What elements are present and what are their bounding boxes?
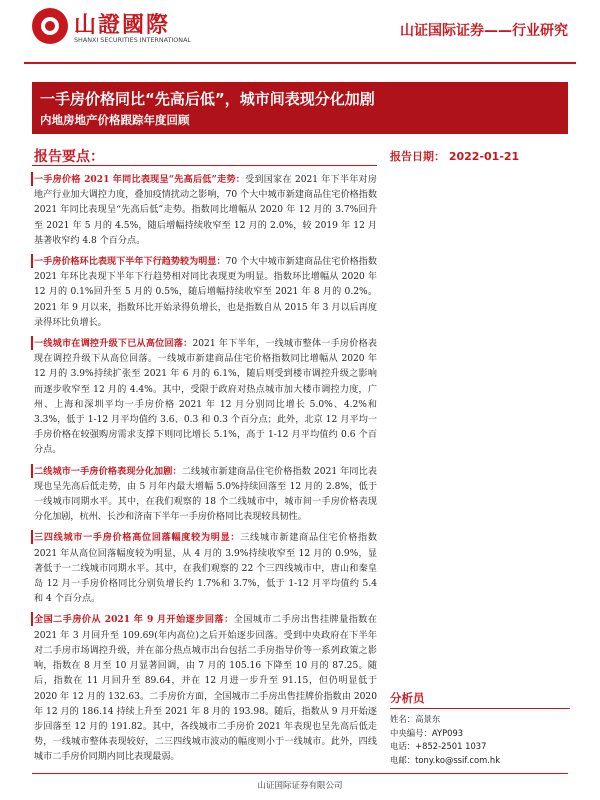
logo-english-name: SHANXI SECURITIES INTERNATIONAL	[74, 36, 192, 44]
paragraph-highlight: 全国二手房价从 2021 年 9 月开始逐步回落：	[34, 614, 234, 626]
paragraph-marker	[31, 172, 33, 186]
summary-paragraph	[34, 172, 377, 249]
analyst-phone: 电话：+852-2501 1037	[390, 741, 487, 752]
paragraph-text: 全国城市二手房出售挂牌量指数在 2021 年 3 月回升至 109.69(年内高位)之后开始逐步回落。受到中央政府在下半年对二手房市场调控升级，并在部分热点城市出台包括二手房指导价等一系列政策之影响，指数在 8 月至 10 月显著回调，由 7 月的 105.16 下降至 10 月的 87.25。随后，指数在 11 月回升至 89.64，并在 12 月进一步升至 91.15，但仍明显低于 2020 年 12 月的 132.63。二手房价方面，全国城市二手房出售挂牌价指数由 2020 年 12 月的 186.14 持续上升至 2021 年 8 月的 193.98。随后，指数从 9 月开始逐步回落至 12 月的 191.82。其中，各线城市二手房价 2021 年表现也呈先高后低走势，一线城市整体表现较好，二三四线城市波动的幅度则小于一线城市。此外，四线城市二手房价同期内同比表现最弱。	[34, 615, 377, 763]
summary-divider	[32, 165, 377, 166]
paragraph-marker	[31, 464, 33, 478]
report-subtitle: 内地房地产价格跟踪年度回顾	[40, 113, 190, 127]
paragraph-text: 三线城市新建商品住宅价格指数 2021 年从高位回落幅度较为明显，从 4 月的 3.9%持续收窄至 12 月的 0.9%，显著低于一二线城市同期水平。其中，在我们观察的 22 个三四线城市中，唐山和秦皇岛 12 月一手房价格同比分别负增长约 1.7%和 3.7%，低于 1-12 月平均值约 5.4 和 4 个百分点。	[34, 533, 377, 605]
summary-paragraph	[34, 530, 377, 607]
paragraph-marker	[31, 336, 33, 350]
paragraph-highlight: 一手房价格 2021 年同比表现呈“先高后低”走势：	[34, 174, 246, 185]
paragraph-text: 2021 年下半年，一线城市整体一手房价格表现在调控升级下从高位回落。一线城市新建商品住宅价格指数同比增幅从 2020 年 12 月的 3.9%持续扩张至 2021 年 6 月的 6.1%，随后则受到楼市调控升级之影响而逐步收窄至 12 月的 4.4%。其中，受限于政府对热点城市加大楼市调控力度，广州、上海和深圳平均一手房价格 2021 年 12 月分别同比增长 5.0%、4.2%和 3.3%，低于 1-12 月平均值约 3.6、0.3 和 0.3 个百分点；此外，北京 12 月平均一手房价格在较强购房需求支撑下则同比增长 5.1%，高于 1-12 月平均值约 0.6 个百分点。	[34, 339, 377, 456]
analyst-name: 姓名：高景东	[390, 714, 441, 724]
report-date: 报告日期： 2022-01-21	[390, 150, 520, 163]
summary-paragraph	[34, 336, 377, 459]
paragraph-text: 70 个大中城市新建商品住宅价格指数 2021 年环比表现下半年下行趋势相对同比表现更为明显。指数环比增幅从 2020 年 12 月的 0.1%回升至 5 月的 0.5%，随后增幅持续收窄至 2021 年 8 月的 0.2%。2021 年 9 月以来，指数环比开始录得负增长，也是指数自从 2015 年 3 月以后再度录得环比负增长。	[34, 257, 377, 328]
logo-emblem-icon	[32, 8, 68, 44]
summary-paragraph	[34, 612, 377, 765]
paragraph-highlight: 二线城市一手房价格表现分化加剧：	[34, 465, 182, 477]
header-divider	[24, 62, 576, 64]
paragraph-marker	[31, 254, 33, 268]
paragraph-text: 受到国家在 2021 年下半年对房地产行业加大调控力度，叠加疫情扰动之影响，70 个大中城市新建商品住宅价格指数 2021 年同比表现呈“先高后低”走势。指数同比增幅从 2020 年 12 月的 3.7%回升至 2021 年 5 月的 4.5%，随后增幅持续收窄至 12 月的 2.0%，较 2019 年 12 月基著收窄约 4.8 个百分点。	[34, 175, 377, 246]
title-banner	[32, 82, 568, 134]
paragraph-marker	[31, 612, 33, 626]
summary-heading: 报告要点：	[34, 149, 104, 165]
paragraph-highlight: 一线城市在调控升级下已从高位回落：	[34, 338, 193, 350]
summary-body	[34, 172, 377, 771]
analyst-box	[390, 690, 570, 767]
analyst-heading: 分析员	[390, 690, 570, 709]
paragraph-highlight: 一手房价格环比表现下半年下行趋势较为明显：	[34, 256, 226, 268]
summary-paragraph	[34, 464, 377, 526]
summary-paragraph	[34, 254, 377, 331]
analyst-ce-number: 中央编号：AYP093	[390, 727, 464, 738]
logo-chinese-name: 山證國際	[74, 13, 171, 38]
paragraph-highlight: 三四线城市一手房价格高位回落幅度较为明显：	[34, 532, 241, 544]
header-category: 山证国际证券——行业研究	[400, 23, 568, 39]
report-title: 一手房价格同比“先高后低”，城市间表现分化加剧	[40, 90, 375, 108]
paragraph-text: 二线城市新建商品住宅价格指数 2021 年同比表现也呈先高后低走势，由 5 月年内最大增幅 5.0%持续回落至 12 月的 2.8%，低于一线城市同期水平。其中，在我们观察的 18 个二线城市中，城市间一手房价格表现分化加剧，杭州、长沙和济南下半年一手房价格同比表现较具韧性。	[34, 466, 377, 523]
footer-company: 山证国际证券有限公司	[257, 781, 343, 791]
paragraph-marker	[31, 530, 33, 544]
analyst-email[interactable]: 电邮：tony.ko@ssif.com.hk	[390, 754, 501, 765]
footer-divider	[32, 773, 568, 774]
company-logo	[32, 8, 202, 48]
